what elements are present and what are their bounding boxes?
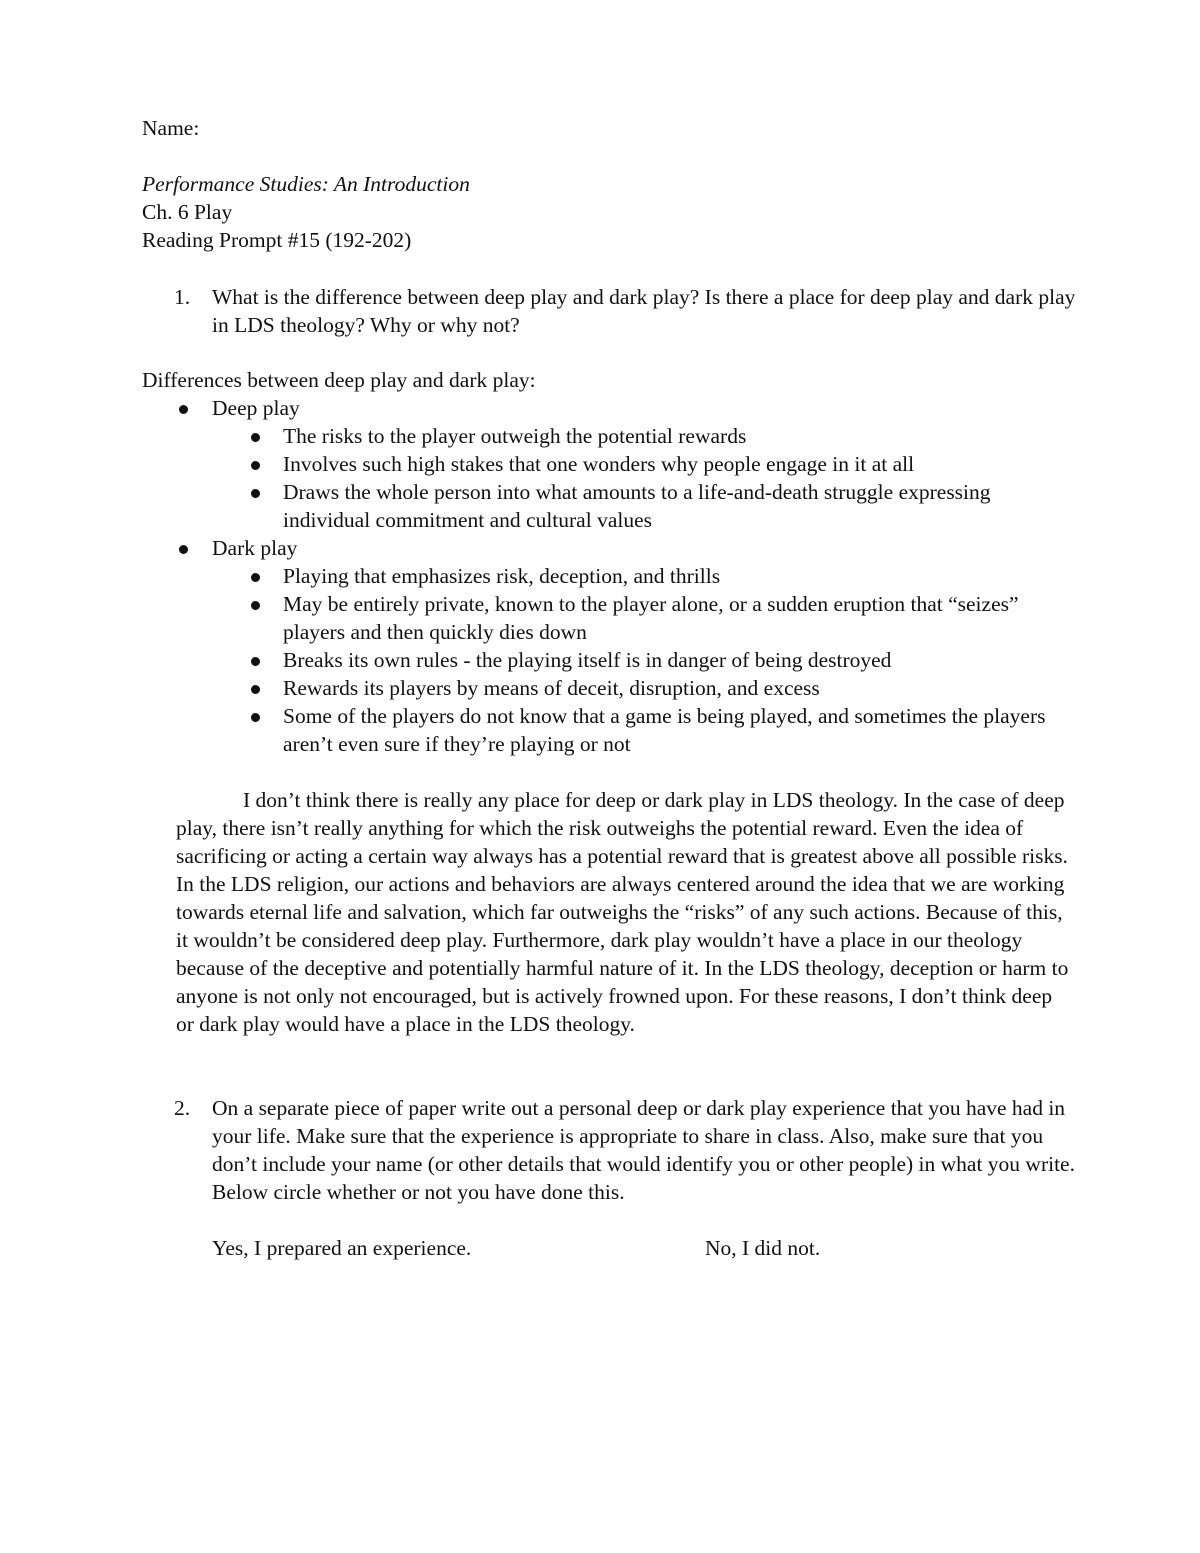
bullet-icon bbox=[251, 573, 260, 582]
bullet-icon bbox=[251, 601, 260, 610]
deep-play-label: Deep play bbox=[212, 396, 300, 420]
option-yes: Yes, I prepared an experience. bbox=[212, 1236, 472, 1260]
list-item: Involves such high stakes that one wonders why people engage in it at all bbox=[283, 452, 915, 476]
book-title: Performance Studies: An Introduction bbox=[142, 172, 470, 196]
name-label: Name: bbox=[142, 116, 200, 140]
list-item: Draws the whole person into what amounts to a life-and-death struggle expressing individual commitment and cultural values bbox=[283, 480, 991, 532]
question-1-number: 1. bbox=[174, 285, 191, 309]
bullet-icon bbox=[251, 713, 260, 722]
chapter-title: Ch. 6 Play bbox=[142, 200, 233, 224]
differences-heading: Differences between deep play and dark play: bbox=[142, 368, 536, 392]
bullet-icon bbox=[251, 433, 260, 442]
list-item: Rewards its players by means of deceit, disruption, and excess bbox=[283, 676, 820, 700]
bullet-icon bbox=[251, 489, 260, 498]
bullet-icon bbox=[251, 461, 260, 470]
reading-prompt: Reading Prompt #15 (192-202) bbox=[142, 228, 412, 252]
bullet-icon bbox=[179, 405, 188, 414]
question-1-text: What is the difference between deep play and dark play? Is there a place for deep play and dark play in LDS theology? Why or why not? bbox=[212, 285, 1076, 337]
list-item: Breaks its own rules - the playing itself is in danger of being destroyed bbox=[283, 648, 892, 672]
question-2-text: On a separate piece of paper write out a personal deep or dark play experience that you have had in your life. Make sure that the experience is appropriate to share in class. Also, make sure that you don’t include your name (or other details that would identify you or other people) in what you write. Below circle whether or not you have done this. bbox=[212, 1096, 1075, 1204]
answer-paragraph: I don’t think there is really any place for deep or dark play in LDS theology. In the case of deep play, there isn’t really anything for which the risk outweighs the potential reward. Even the idea of sacrificing or acting a certain way always has a potential reward that is greatest above all possible risks. In the LDS religion, our actions and behaviors are always centered around the idea that we are working towards eternal life and salvation, which far outweighs the “risks” of any such actions. Because of this, it wouldn’t be considered deep play. Furthermore, dark play wouldn’t have a place in our theology because of the deceptive and potentially harmful nature of it. In the LDS theology, deception or harm to anyone is not only not encouraged, but is actively frowned upon. For these reasons, I don’t think deep or dark play would have a place in the LDS theology. bbox=[176, 788, 1069, 1036]
option-no: No, I did not. bbox=[705, 1236, 821, 1260]
list-item: May be entirely private, known to the player alone, or a sudden eruption that “seizes” players and then quickly dies down bbox=[283, 592, 1019, 644]
bullet-icon bbox=[251, 657, 260, 666]
list-item: The risks to the player outweigh the potential rewards bbox=[283, 424, 747, 448]
bullet-icon bbox=[179, 545, 188, 554]
dark-play-label: Dark play bbox=[212, 536, 298, 560]
question-2-number: 2. bbox=[174, 1096, 191, 1120]
list-item: Some of the players do not know that a game is being played, and sometimes the players aren’t even sure if they’re playing or not bbox=[283, 704, 1046, 756]
bullet-icon bbox=[251, 685, 260, 694]
list-item: Playing that emphasizes risk, deception, and thrills bbox=[283, 564, 721, 588]
